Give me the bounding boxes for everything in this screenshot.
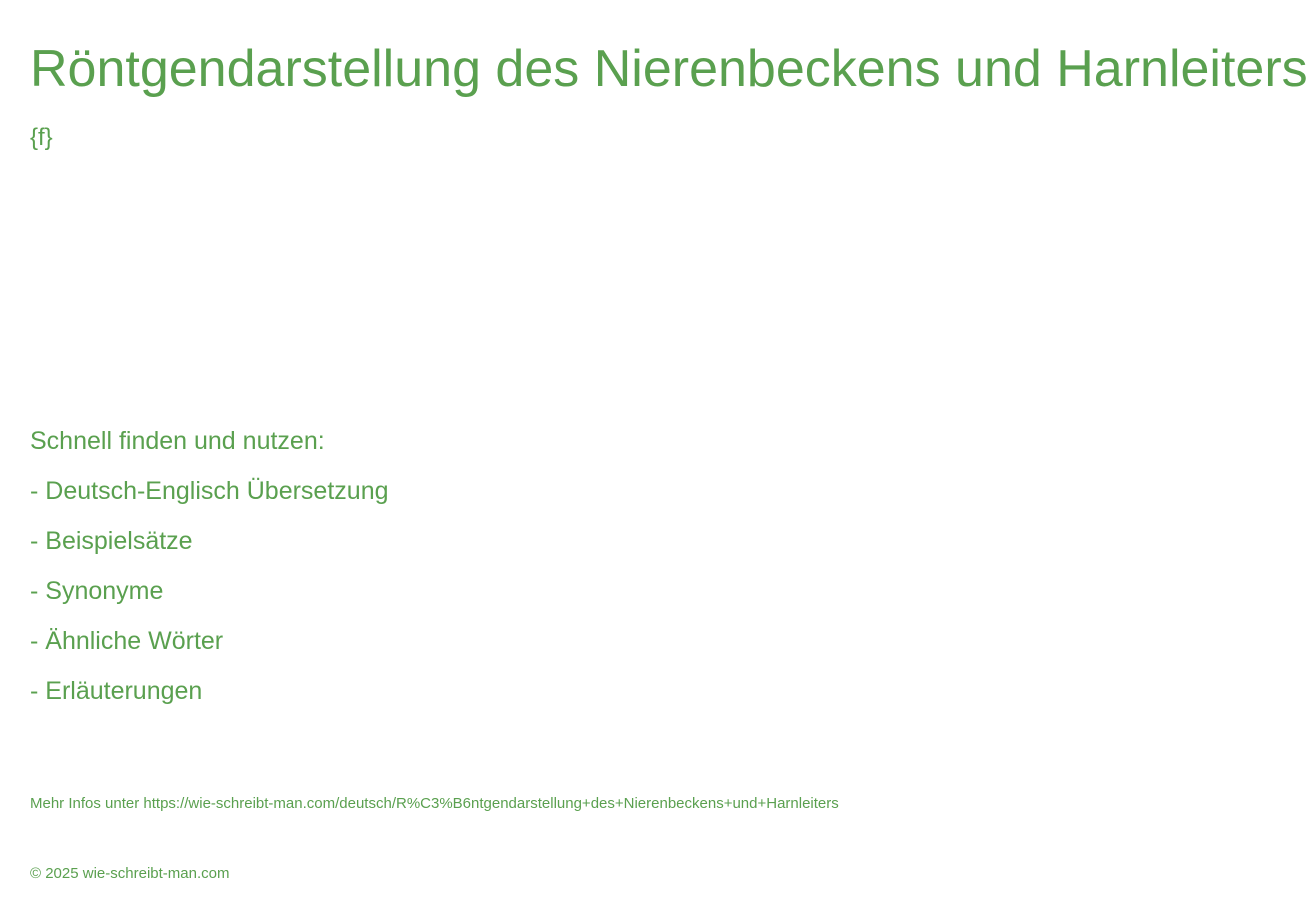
- feature-synonyms: - Synonyme: [30, 577, 164, 605]
- feature-translation: - Deutsch-Englisch Übersetzung: [30, 477, 389, 505]
- feature-list: [30, 425, 389, 716]
- feature-similar-words: - Ähnliche Wörter: [30, 627, 224, 655]
- more-info-line: [30, 795, 839, 813]
- page-title: Röntgendarstellung des Nierenbeckens und Harnleiters: [30, 40, 1308, 98]
- more-info-link[interactable]: https://wie-schreibt-man.com/deutsch/R%C3%B6ntgendarstellung+des+Nierenbeckens+und+Harnleiters: [143, 795, 839, 812]
- feature-list-heading: Schnell finden und nutzen:: [30, 427, 325, 455]
- feature-example-sentences: - Beispielsätze: [30, 527, 193, 555]
- copyright-notice: © 2025 wie-schreibt-man.com: [30, 865, 230, 882]
- grammatical-gender: {f}: [30, 124, 53, 151]
- more-info-prefix: Mehr Infos unter: [30, 795, 144, 812]
- feature-explanations: - Erläuterungen: [30, 677, 203, 705]
